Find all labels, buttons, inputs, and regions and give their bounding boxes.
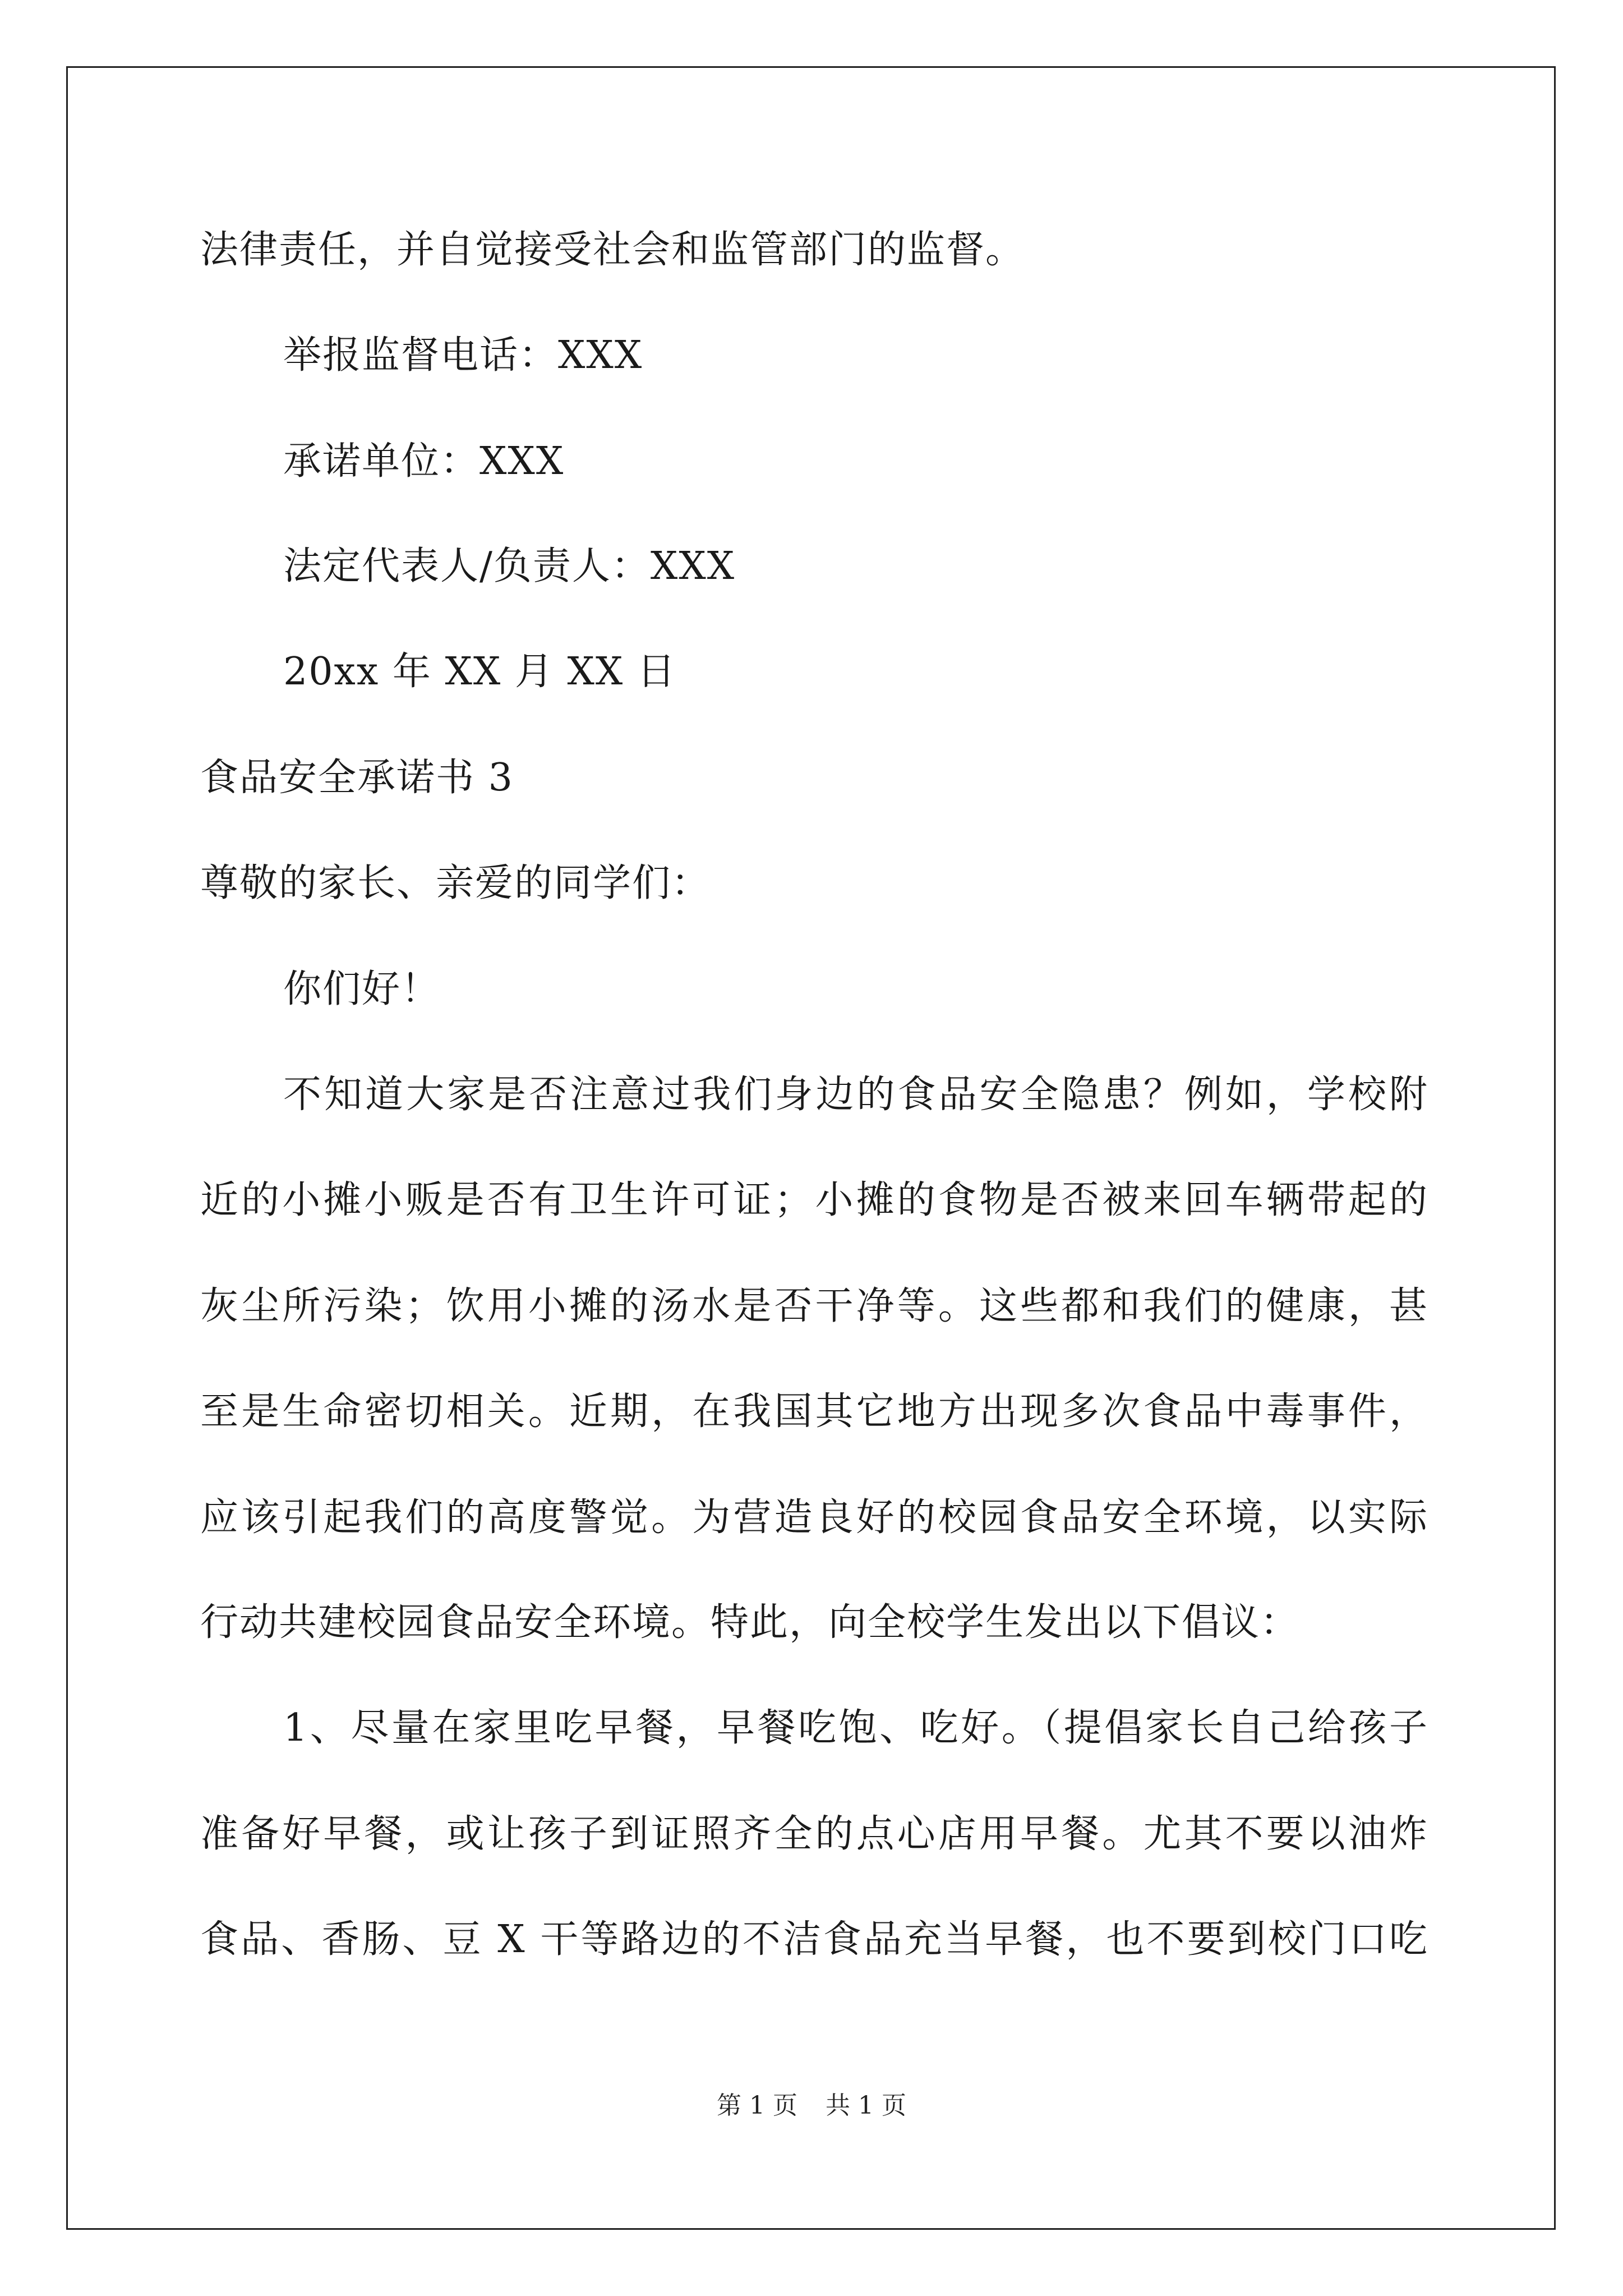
paragraph-line: 举报监督电话：XXX <box>283 333 643 378</box>
page-border <box>66 66 1556 2230</box>
paragraph-line: 准备好早餐，或让孩子到证照齐全的点心店用早餐。尤其不要以油炸 <box>200 1812 1428 1856</box>
paragraph-line: 行动共建校园食品安全环境。特此，向全校学生发出以下倡议： <box>200 1600 1300 1645</box>
date-line: 20xx 年 XX 月 XX 日 <box>283 650 676 694</box>
paragraph-line: 法定代表人/负责人：XXX <box>283 544 736 588</box>
paragraph-line: 食品、香肠、豆 X 干等路边的不洁食品充当早餐，也不要到校门口吃 <box>200 1917 1428 1962</box>
paragraph-line: 不知道大家是否注意过我们身边的食品安全隐患？例如，学校附 <box>283 1073 1428 1117</box>
paragraph-line: 承诺单位：XXX <box>283 439 565 484</box>
paragraph-line: 近的小摊小贩是否有卫生许可证；小摊的食物是否被来回车辆带起的 <box>200 1178 1428 1222</box>
page-total: 共 1 页 <box>826 2091 906 2120</box>
page-footer <box>0 2090 1623 2122</box>
page-number: 第 1 页 <box>717 2091 797 2120</box>
paragraph-line: 应该引起我们的高度警觉。为营造良好的校园食品安全环境，以实际 <box>200 1496 1428 1540</box>
section-title: 食品安全承诺书 3 <box>200 756 514 800</box>
salutation: 尊敬的家长、亲爱的同学们： <box>200 861 711 905</box>
paragraph-line: 1、尽量在家里吃早餐，早餐吃饱、吃好。（提倡家长自己给孩子 <box>283 1706 1428 1750</box>
paragraph-line: 法律责任，并自觉接受社会和监管部门的监督。 <box>200 228 1025 272</box>
paragraph-line: 灰尘所污染；饮用小摊的汤水是否干净等。这些都和我们的健康，甚 <box>200 1284 1428 1328</box>
paragraph-line: 至是生命密切相关。近期，在我国其它地方出现多次食品中毒事件， <box>200 1389 1428 1434</box>
greeting: 你们好！ <box>283 967 441 1011</box>
